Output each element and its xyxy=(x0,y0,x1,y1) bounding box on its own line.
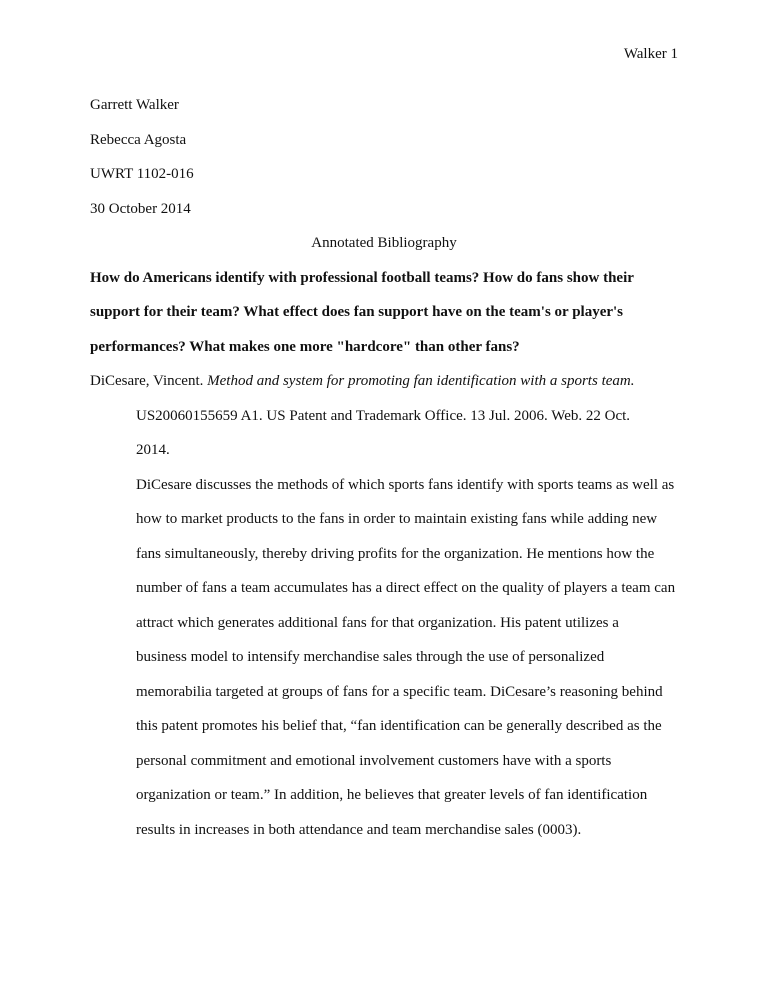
annotation-line: personal commitment and emotional involvement customers have with a sports xyxy=(136,752,612,769)
annotation-line: attract which generates additional fans for that organization. His patent utilizes a xyxy=(136,614,619,631)
research-question-line: performances? What makes one more "hardcore" than other fans? xyxy=(90,338,520,355)
annotation-line: DiCesare discusses the methods of which sports fans identify with sports teams as well as xyxy=(136,476,675,493)
research-question-line: How do Americans identify with professional football teams? How do fans show their xyxy=(90,269,634,286)
annotation-line: number of fans a team accumulates has a direct effect on the quality of players a team can xyxy=(136,580,676,596)
annotation-line: business model to intensify merchandise sales through the use of personalized xyxy=(136,649,605,665)
annotation-line: fans simultaneously, thereby driving profits for the organization. He mentions how the xyxy=(136,545,655,562)
annotation-line: this patent promotes his belief that, “fan identification can be generally described as the xyxy=(136,718,662,734)
document-title: Annotated Bibliography xyxy=(311,235,457,251)
annotation-line: results in increases in both attendance and team merchandise sales (0003). xyxy=(136,821,582,838)
citation-line: US20060155659 A1. US Patent and Trademark Office. 13 Jul. 2006. Web. 22 Oct. xyxy=(136,407,631,424)
citation-title: Method and system for promoting fan identification with a sports team. xyxy=(207,373,635,389)
citation-first-line xyxy=(90,364,678,399)
annotation-line: how to market products to the fans in order to maintain existing fans while adding new xyxy=(136,511,658,527)
instructor-name: Rebecca Agosta xyxy=(90,131,187,148)
author-name: Garrett Walker xyxy=(90,97,179,113)
document-date: 30 October 2014 xyxy=(90,200,191,217)
course-code: UWRT 1102-016 xyxy=(90,166,194,182)
document-body xyxy=(90,88,678,847)
citation-line: 2014. xyxy=(136,442,170,458)
annotation-line: organization or team.” In addition, he believes that greater levels of fan identification xyxy=(136,787,648,803)
running-head: Walker 1 xyxy=(623,46,678,62)
annotation-line: memorabilia targeted at groups of fans for a specific team. DiCesare’s reasoning behind xyxy=(136,683,663,700)
research-question-line: support for their team? What effect does fan support have on the team's or player's xyxy=(90,304,624,320)
citation-author: DiCesare, Vincent. xyxy=(90,373,204,389)
